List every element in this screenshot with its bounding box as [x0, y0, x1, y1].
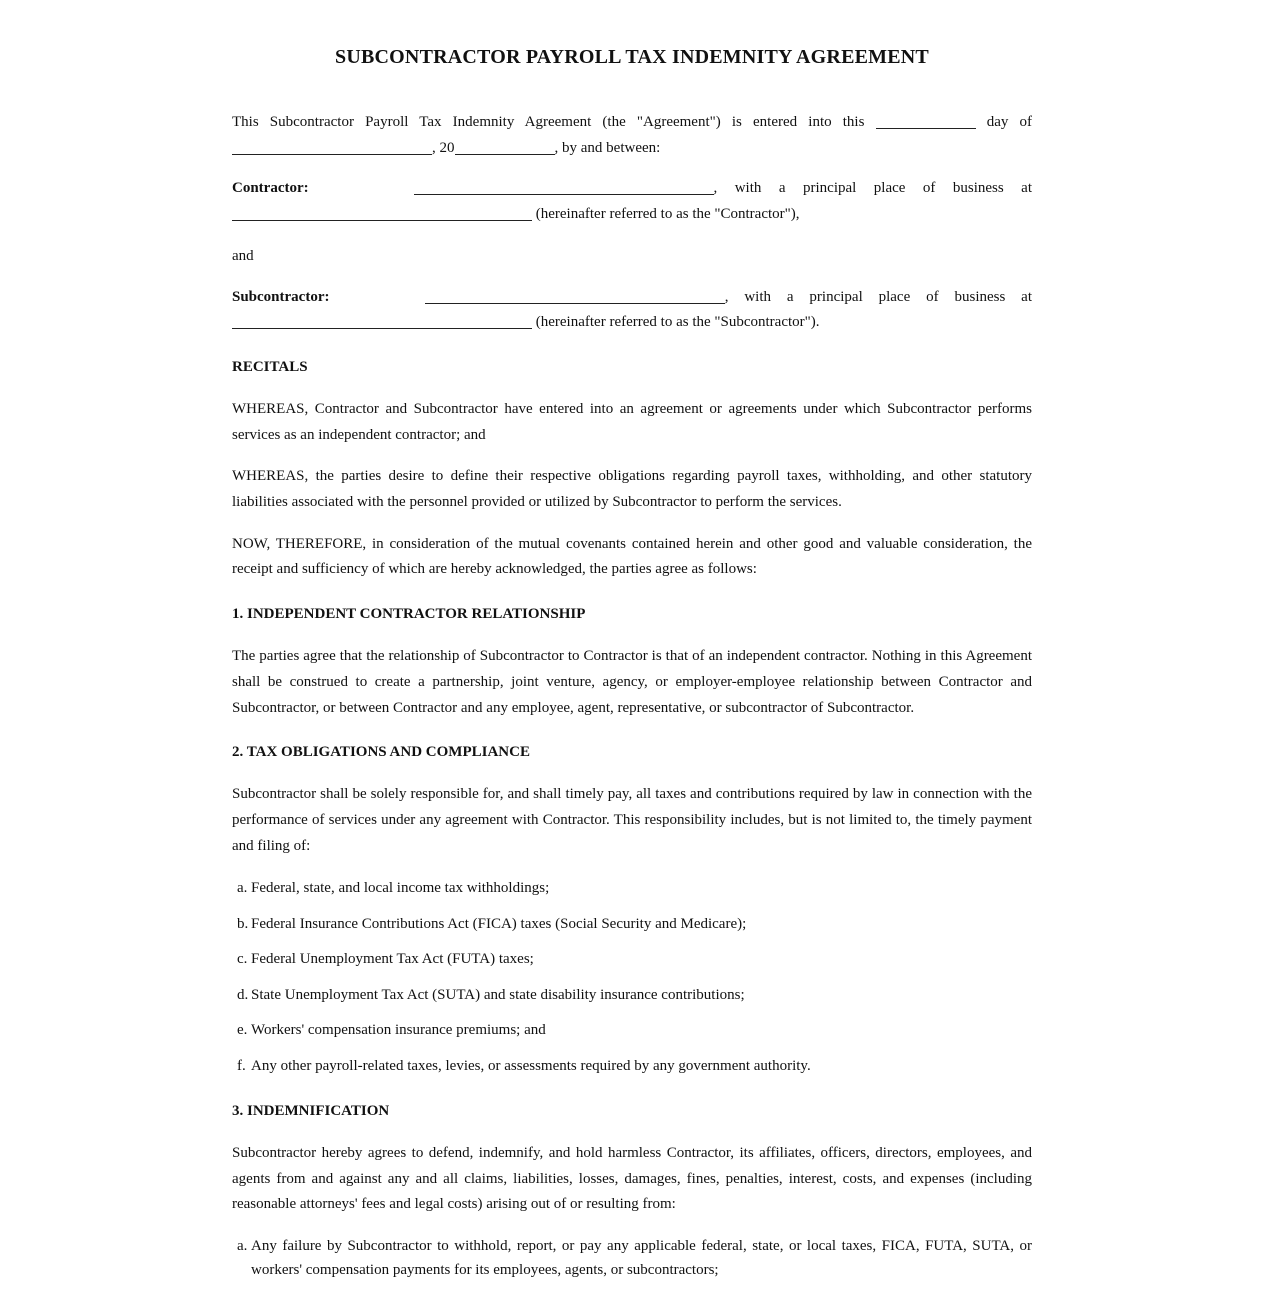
intro-text-3: , 20 [432, 139, 455, 156]
contractor-name-blank[interactable] [414, 178, 714, 195]
subcontractor-paragraph [232, 285, 1032, 336]
and-text: and [232, 247, 254, 264]
section-2-heading: 2. TAX OBLIGATIONS AND COMPLIANCE [232, 744, 530, 761]
section-3-list [232, 1234, 1032, 1282]
recital-paragraph-3: NOW, THEREFORE, in consideration of the mutual covenants contained herein and other good and valuable consideration, the receipt and sufficiency of which are hereby acknowledged, the parties agree as follows: [232, 535, 1032, 578]
intro-paragraph [232, 110, 1032, 161]
contractor-tail-text: (hereinafter referred to as the "Contractor"), [535, 206, 800, 223]
recitals-heading: RECITALS [232, 358, 308, 375]
section-3-heading: 3. INDEMNIFICATION [232, 1102, 390, 1119]
list-item: e. Workers' compensation insurance premiums; and [237, 1022, 546, 1039]
section-2-list [232, 876, 1032, 1078]
subcontractor-mid-text: , with a principal place of business at [724, 288, 1033, 305]
year-blank[interactable] [455, 138, 555, 155]
month-blank[interactable] [232, 138, 432, 155]
list-item: a. Any failure by Subcontractor to withhold, report, or pay any applicable federal, state, or local taxes, FICA, FUTA, SUTA, or workers' compensation payments for its employees, agents, or subcontractors; [237, 1237, 1032, 1278]
intro-text-4: , by and between: [554, 139, 661, 156]
contractor-address-blank[interactable] [232, 204, 532, 221]
list-item: d. State Unemployment Tax Act (SUTA) and state disability insurance contributions; [237, 986, 745, 1003]
list-item: f. Any other payroll-related taxes, levies, or assessments required by any government authority. [237, 1057, 811, 1074]
contractor-mid-text: , with a principal place of business at [713, 180, 1033, 197]
subcontractor-tail-text: (hereinafter referred to as the "Subcontractor"). [535, 314, 820, 331]
subcontractor-address-blank[interactable] [232, 312, 532, 329]
section-1-heading: 1. INDEPENDENT CONTRACTOR RELATIONSHIP [232, 606, 586, 623]
list-item: b. Federal Insurance Contributions Act (FICA) taxes (Social Security and Medicare); [237, 915, 747, 932]
list-item: a. Federal, state, and local income tax withholdings; [237, 880, 550, 897]
subcontractor-label: Subcontractor: [232, 288, 330, 305]
document-page [232, 0, 1032, 1282]
intro-text-1: This Subcontractor Payroll Tax Indemnity Agreement (the "Agreement") is entered into this [232, 114, 865, 130]
recital-paragraph-2: WHEREAS, the parties desire to define their respective obligations regarding payroll taxes, withholding, and other statutory liabilities associated with the personnel provided or utilized by Subcontractor to perform the services. [232, 468, 1032, 511]
document-title: SUBCONTRACTOR PAYROLL TAX INDEMNITY AGREEMENT [335, 46, 929, 68]
list-item: c. Federal Unemployment Tax Act (FUTA) taxes; [237, 951, 534, 968]
contractor-paragraph [232, 176, 1032, 227]
contractor-label: Contractor: [232, 180, 309, 197]
intro-text-2: day of [986, 114, 1033, 130]
subcontractor-name-blank[interactable] [425, 287, 725, 304]
section-1-paragraph: The parties agree that the relationship of Subcontractor to Contractor is that of an independent contractor. Nothing in this Agreement shall be construed to create a partnership, joint venture, agency, or employer-employee relationship between Contractor and Subcontractor, or between Contractor and any employee, agent, representative, or subcontractor of Subcontractor. [232, 648, 1032, 716]
recital-paragraph-1: WHEREAS, Contractor and Subcontractor have entered into an agreement or agreements under which Subcontractor performs services as an independent contractor; and [232, 400, 1032, 443]
section-2-paragraph: Subcontractor shall be solely responsible for, and shall timely pay, all taxes and contributions required by law in connection with the performance of services under any agreement with Contractor. This responsibility includes, but is not limited to, the timely payment and filing of: [232, 786, 1032, 854]
section-3-paragraph: Subcontractor hereby agrees to defend, indemnify, and hold harmless Contractor, its affiliates, officers, directors, employees, and agents from and against any and all claims, liabilities, losses, damages, fines, penalties, interest, costs, and expenses (including reasonable attorneys' fees and legal costs) arising out of or resulting from: [232, 1144, 1032, 1213]
day-blank[interactable] [876, 112, 976, 129]
